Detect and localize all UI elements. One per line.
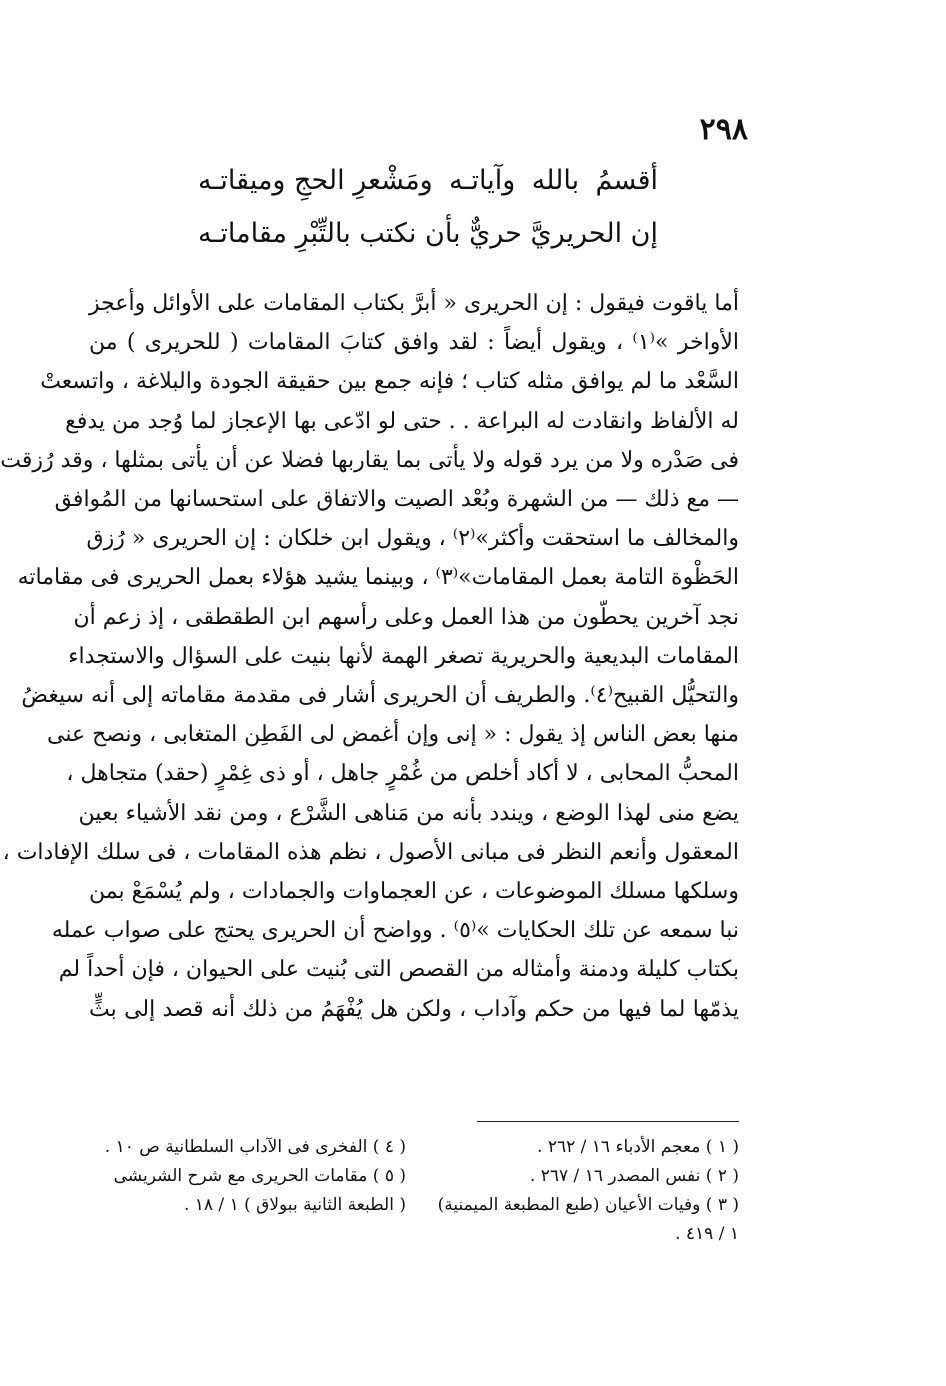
body-line: والمخالف ما استحقت وأكثر»⁽٢⁾ ، ويقول ابن خلكان : إن الحريرى « رُزق [86,526,739,552]
body-line: — مع ذلك — من الشهرة وبُعْد الصيت والاتفاق على استحسانها من المُوافق [54,487,739,513]
verse-2-second-hemistich: نكتب بالتِّبْرِ مقاماتـه [198,218,417,249]
footnotes-column-right [429,1133,739,1249]
body-line: منها بعض الناس إذ يقول : « إنى وإن أغمض لى الفَطِن المتغابى ، ونصح عنى [47,722,739,748]
body-line: يذمّها لما فيها من حكم وآداب ، ولكن هل يُفْهَمُ من ذلك أنه قصد إلى بثٍّ [89,996,739,1022]
footnote-separator [477,1121,739,1122]
verse-1-word-3: وآياتـه [449,165,516,196]
verse-2-word-3: بأن [424,218,461,249]
verse-line-1 [198,165,658,196]
body-line: فى صَدْره ولا من يرد قوله ولا يأتى بما يقاربها فضلا عن أن يأتى بمثلها ، وقد رُزقت [0,447,739,473]
verse-2-word-2: حريٌّ [469,218,522,249]
body-line: والتحيُّل القبيح⁽٤⁾. والطريف أن الحريرى أشار فى مقدمة مقاماته إلى أنه سيغضُ [21,683,739,709]
body-line: له الألفاظ وانقادت له البراعة . . حتى لو ادّعى بها الإعجاز لما وُجد من يدفع [65,408,739,434]
verse-line-2 [198,218,658,249]
verse-1-word-1: أقسمُ [595,165,658,196]
body-line: السَّعْد ما لم يوافق مثله كتاب ؛ فإنه جمع بين حقيقة الجودة والبلاغة ، واتسعتْ [40,369,739,395]
footnote-2: ( ٢ ) نفس المصدر ١٦ / ٢٦٧ . [529,1166,739,1186]
body-line: الأواخر »⁽١⁾ ، ويقول أيضاً : لقد وافق كتابَ المقامات ( للحريرى ) من [89,330,739,356]
footnote-3: ( ٣ ) وفيات الأعيان (طبع المطبعة الميمنية) [437,1195,739,1215]
body-line: أما ياقوت فيقول : إن الحريرى « أبرَّ بكتاب المقامات على الأوائل وأعجز [89,291,739,316]
footnote-5-continued: ( الطبعة الثانية ببولاق ) ١ / ١٨ . [183,1195,406,1215]
footnotes-column-left [76,1133,406,1220]
body-line: نجد آخرين يحطّون من هذا العمل وعلى رأسهم ابن الطقطقى ، إذ زعم أن [73,604,739,630]
body-line: يضع منى لهذا الوضع ، ويندد بأنه من مَناهى الشَّرْع ، ومن نقد الأشياء بعين [78,800,739,826]
body-line: المقامات البديعية والحريرية تصغر الهمة لأنها بنيت على السؤال والاستجداء [68,643,739,669]
page-number: ٢٩٨ [699,112,748,147]
verse-1-word-2: بالله [531,165,580,196]
body-paragraph [0,284,739,1029]
footnote-4: ( ٤ ) الفخرى فى الآداب السلطانية ص ١٠ . [104,1137,406,1157]
body-line: المعقول وأنعم النظر فى مبانى الأصول ، نظم هذه المقامات ، فى سلك الإفادات ، [2,839,739,865]
body-line: وسلكها مسلك الموضوعات ، عن العجماوات والجمادات ، ولم يُسْمَعْ بمن [89,879,739,905]
footnote-3-continued: ١ / ٤١٩ . [675,1224,739,1244]
body-line: المحبُّ المحابى ، لا أكاد أخلص من غُمْرٍ جاهل ، أو ذى غِمْرٍ (حقد) متجاهل ، [66,761,739,787]
body-line: الحَظْوة التامة بعمل المقامات»⁽٣⁾ ، وبينما يشيد هؤلاء بعمل الحريرى فى مقاماته [17,565,739,591]
footnote-5: ( ٥ ) مقامات الحريرى مع شرح الشريشى [113,1166,406,1186]
verse-2-word-1: إن الحريريَّ [530,218,658,249]
body-line: نبا سمعه عن تلك الحكايات »⁽٥⁾ . وواضح أن الحريرى يحتج على صواب عمله [51,918,739,944]
footnote-1: ( ١ ) معجم الأدباء ١٦ / ٢٦٢ . [537,1137,739,1157]
body-line: بكتاب كليلة ودمنة وأمثاله من القصص التى بُنيت على الحيوان ، فإن أحداً لم [58,957,739,983]
verse-1-second-hemistich: ومَشْعرِ الحجِ وميقاتـه [198,165,433,196]
